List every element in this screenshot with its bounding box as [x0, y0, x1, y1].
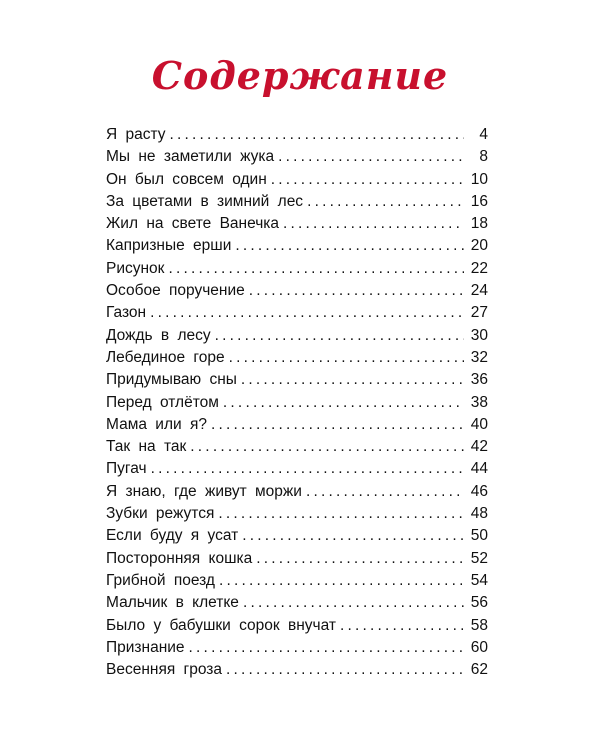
- toc-entry: [106, 637, 488, 659]
- toc-entry: [106, 347, 488, 369]
- toc-entry-title: Грибной поезд: [106, 571, 215, 589]
- toc-entry-page-number: 30: [470, 326, 488, 344]
- toc-entry-page-number: 4: [479, 126, 488, 143]
- toc-dot-leader: [278, 146, 464, 168]
- toc-dot-leader: [256, 548, 464, 570]
- toc-dot-leader: [243, 592, 464, 614]
- toc-entry: [106, 525, 488, 547]
- toc-entry-page-number: 62: [470, 661, 488, 679]
- toc-dot-leader: [229, 347, 464, 369]
- toc-entry: [106, 548, 488, 570]
- toc-entry: [106, 325, 488, 347]
- toc-entry-page-number: 20: [470, 237, 488, 255]
- toc-entry: [106, 124, 488, 146]
- toc-entry-page-number: 60: [470, 638, 488, 656]
- toc-entry-title: Было у бабушки сорок внучат: [106, 616, 336, 634]
- toc-entry: [106, 191, 488, 213]
- toc-dot-leader: [306, 481, 464, 503]
- toc-entry-page-number: 42: [470, 438, 488, 456]
- toc-entry-title: Мы не заметили жука: [106, 148, 275, 166]
- toc-entry: [106, 481, 488, 503]
- toc-entry-title: Я расту: [106, 126, 166, 143]
- toc-entry-title: Придумываю сны: [106, 371, 237, 389]
- toc-dot-leader: [168, 258, 464, 280]
- toc-dot-leader: [170, 124, 464, 146]
- toc-entry-page-number: 16: [470, 192, 488, 210]
- toc-entry-title: Газон: [106, 304, 147, 322]
- toc-dot-leader: [189, 637, 464, 659]
- toc-entry: [106, 458, 488, 480]
- toc-entry: [106, 258, 488, 280]
- toc-entry-page-number: 38: [470, 393, 488, 411]
- toc-entry-page-number: 48: [470, 505, 488, 523]
- toc-entry-title: Посторонняя кошка: [106, 549, 253, 567]
- toc-entry-title: Рисунок: [106, 259, 165, 277]
- toc-entry: [106, 146, 488, 168]
- toc-entry-page-number: 27: [470, 304, 488, 322]
- toc-entry-title: Лебединое горе: [106, 348, 225, 366]
- toc-entry: [106, 369, 488, 391]
- toc-entry-page-number: 36: [470, 371, 488, 389]
- toc-entry-page-number: 44: [470, 460, 488, 478]
- toc-dot-leader: [215, 325, 464, 347]
- toc-entry: [106, 414, 488, 436]
- toc-entry-title: Жил на свете Ванечка: [106, 215, 280, 233]
- table-of-contents: [106, 124, 488, 681]
- toc-dot-leader: [150, 302, 464, 324]
- toc-entry-page-number: 10: [470, 170, 488, 188]
- toc-dot-leader: [211, 414, 464, 436]
- toc-dot-leader: [283, 213, 464, 235]
- toc-entry: [106, 392, 488, 414]
- page-title: Содержание: [151, 53, 449, 98]
- toc-dot-leader: [218, 503, 464, 525]
- toc-entry-page-number: 58: [470, 616, 488, 634]
- toc-entry-title: Так на так: [106, 438, 187, 456]
- toc-entry: [106, 169, 488, 191]
- toc-dot-leader: [223, 392, 464, 414]
- toc-entry-title: Дождь в лесу: [106, 326, 211, 344]
- toc-entry-title: Я знаю, где живут моржи: [106, 482, 302, 500]
- toc-dot-leader: [340, 615, 464, 637]
- toc-dot-leader: [249, 280, 464, 302]
- toc-entry-title: Перед отлётом: [106, 393, 219, 411]
- toc-dot-leader: [151, 458, 464, 480]
- toc-entry-title: Признание: [106, 638, 185, 656]
- toc-entry: [106, 659, 488, 681]
- toc-dot-leader: [219, 570, 464, 592]
- toc-entry: [106, 503, 488, 525]
- toc-entry: [106, 436, 488, 458]
- toc-entry: [106, 280, 488, 302]
- toc-entry-title: Пугач: [106, 460, 147, 478]
- toc-dot-leader: [190, 436, 464, 458]
- toc-entry-title: Весенняя гроза: [106, 661, 222, 679]
- toc-entry-title: Капризные ерши: [106, 237, 232, 255]
- toc-entry: [106, 592, 488, 614]
- toc-entry: [106, 235, 488, 257]
- toc-entry-page-number: 54: [470, 571, 488, 589]
- toc-entry: [106, 570, 488, 592]
- toc-entry-page-number: 32: [470, 348, 488, 366]
- toc-entry-title: Мальчик в клетке: [106, 594, 239, 612]
- toc-entry-title: Особое поручение: [106, 282, 245, 300]
- toc-entry: [106, 213, 488, 235]
- toc-entry-title: Зубки режутся: [106, 505, 215, 523]
- toc-entry-page-number: 40: [470, 415, 488, 433]
- toc-entry-page-number: 18: [470, 215, 488, 233]
- toc-entry-page-number: 50: [470, 527, 488, 545]
- toc-dot-leader: [226, 659, 464, 681]
- toc-entry-title: Мама или я?: [106, 415, 207, 433]
- toc-entry-page-number: 46: [470, 482, 488, 500]
- toc-entry-title: За цветами в зимний лес: [106, 192, 304, 210]
- toc-dot-leader: [241, 369, 464, 391]
- toc-entry-page-number: 52: [470, 549, 488, 567]
- toc-entry-title: Если буду я усат: [106, 527, 239, 545]
- toc-entry-page-number: 56: [470, 594, 488, 612]
- toc-dot-leader: [271, 169, 464, 191]
- toc-dot-leader: [242, 525, 464, 547]
- toc-entry: [106, 302, 488, 324]
- toc-entry-page-number: 24: [470, 282, 488, 300]
- toc-entry-title: Он был совсем один: [106, 170, 267, 188]
- toc-entry: [106, 615, 488, 637]
- toc-dot-leader: [235, 235, 464, 257]
- toc-entry-page-number: 22: [470, 259, 488, 277]
- toc-dot-leader: [307, 191, 464, 213]
- toc-entry-page-number: 8: [479, 148, 488, 166]
